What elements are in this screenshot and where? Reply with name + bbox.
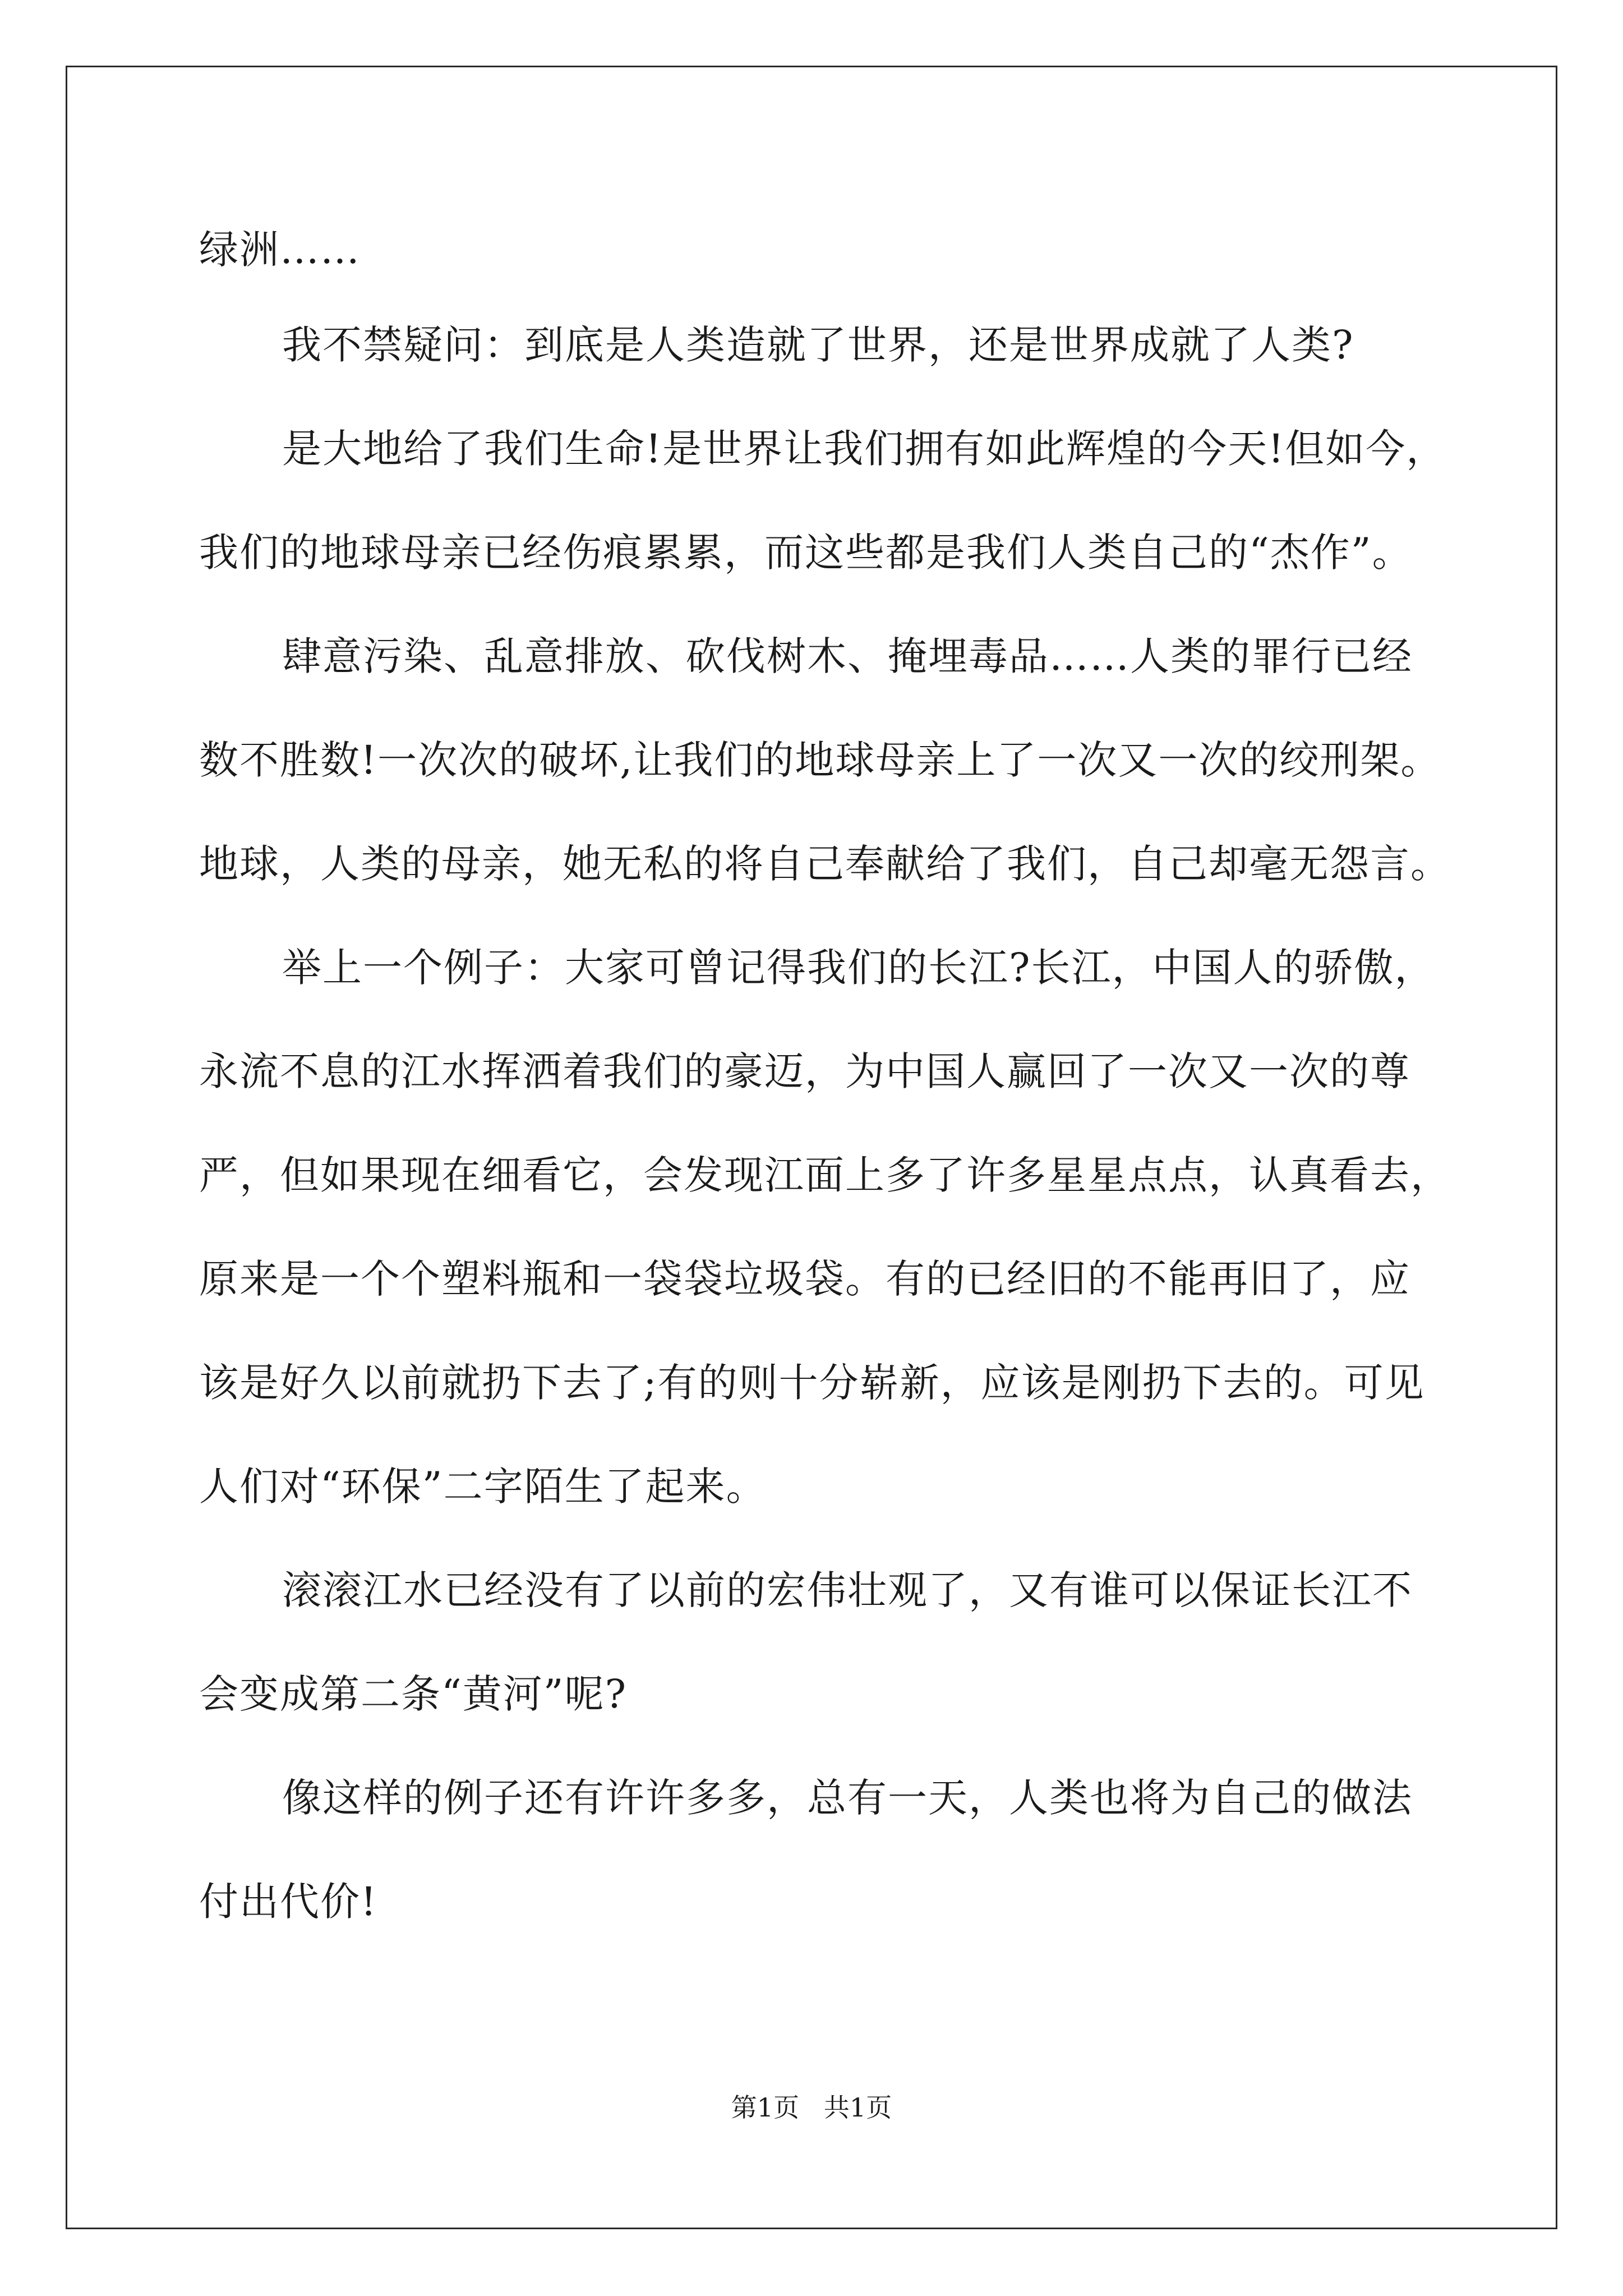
text-line: 像这样的例子还有许许多多，总有一天，人类也将为自己的做法 <box>282 1775 1413 1821</box>
text-line: 绿洲…… <box>199 227 361 273</box>
page-number-footer: 第1页 共1页 <box>731 2092 892 2123</box>
text-line: 永流不息的江水挥洒着我们的豪迈，为中国人赢回了一次又一次的尊 <box>199 1048 1410 1094</box>
text-line: 肆意污染、乱意排放、砍伐树木、掩埋毒品……人类的罪行已经 <box>282 633 1413 679</box>
text-line: 严，但如果现在细看它，会发现江面上多了许多星星点点，认真看去， <box>199 1152 1451 1198</box>
text-line: 地球，人类的母亲，她无私的将自己奉献给了我们，自己却毫无怨言。 <box>199 841 1451 887</box>
text-line: 原来是一个个塑料瓶和一袋袋垃圾袋。有的已经旧的不能再旧了，应 <box>199 1256 1410 1302</box>
text-line: 人们对“环保”二字陌生了起来。 <box>199 1464 767 1510</box>
text-line: 该是好久以前就扔下去了;有的则十分崭新，应该是刚扔下去的。可见 <box>199 1360 1425 1406</box>
text-line: 滚滚江水已经没有了以前的宏伟壮观了，又有谁可以保证长江不 <box>282 1567 1413 1613</box>
text-line: 我们的地球母亲已经伤痕累累，而这些都是我们人类自己的“杰作”。 <box>199 530 1413 576</box>
text-line: 举上一个例子：大家可曾记得我们的长江?长江，中国人的骄傲， <box>282 945 1435 991</box>
text-line: 会变成第二条“黄河”呢? <box>199 1671 628 1717</box>
text-line: 是大地给了我们生命!是世界让我们拥有如此辉煌的今天!但如今， <box>282 426 1447 472</box>
text-line: 付出代价! <box>199 1879 378 1925</box>
text-line: 数不胜数!一次次的破坏,让我们的地球母亲上了一次又一次的绞刑架。 <box>199 737 1441 783</box>
text-line: 我不禁疑问：到底是人类造就了世界，还是世界成就了人类? <box>282 322 1354 368</box>
